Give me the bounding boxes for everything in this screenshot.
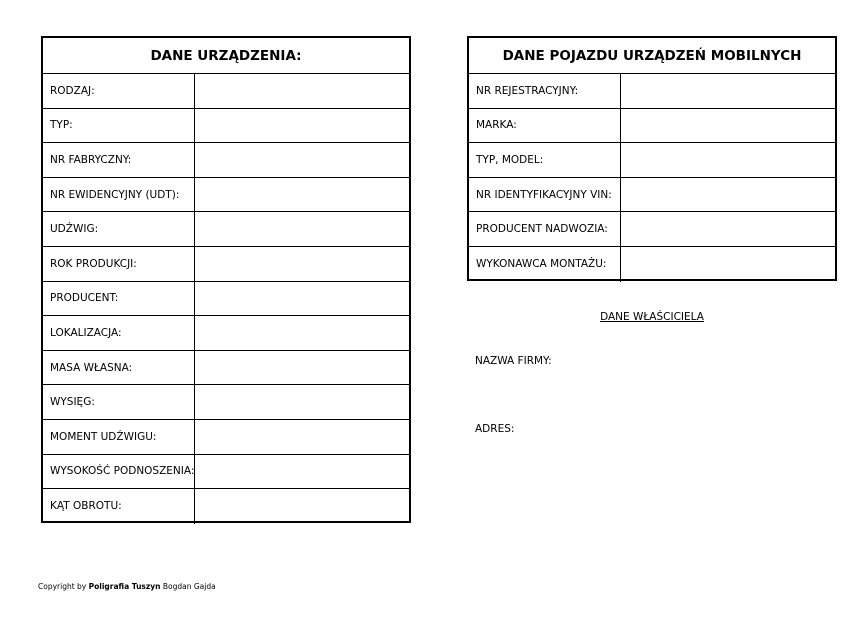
table-row <box>43 143 409 178</box>
table-row <box>43 178 409 213</box>
owner-address-label: ADRES: <box>475 423 515 435</box>
table-row <box>43 455 409 490</box>
field-value-capacity[interactable] <box>195 212 409 246</box>
field-label-type: TYP: <box>43 109 195 143</box>
vehicle-data-table <box>467 36 837 281</box>
field-label-type-kind: RODZAJ: <box>43 74 195 108</box>
table-row <box>43 420 409 455</box>
vehicle-table-title: DANE POJAZDU URZĄDZEŃ MOBILNYCH <box>469 38 835 74</box>
table-row <box>469 74 835 109</box>
table-row <box>469 109 835 144</box>
table-row <box>43 109 409 144</box>
field-value-installer[interactable] <box>621 247 835 282</box>
field-value-location[interactable] <box>195 316 409 350</box>
field-value-own-mass[interactable] <box>195 351 409 385</box>
field-label-own-mass: MASA WŁASNA: <box>43 351 195 385</box>
field-value-vin[interactable] <box>621 178 835 212</box>
field-label-load-moment: MOMENT UDŹWIGU: <box>43 420 195 454</box>
field-value-type-kind[interactable] <box>195 74 409 108</box>
table-row <box>43 282 409 317</box>
field-value-body-manufacturer[interactable] <box>621 212 835 246</box>
copyright-prefix: Copyright by <box>38 582 89 591</box>
field-value-lifting-height[interactable] <box>195 455 409 489</box>
field-label-body-manufacturer: PRODUCENT NADWOZIA: <box>469 212 621 246</box>
field-label-rotation-angle: KĄT OBROTU: <box>43 489 195 524</box>
field-label-manufacturer: PRODUCENT: <box>43 282 195 316</box>
field-label-capacity: UDŹWIG: <box>43 212 195 246</box>
field-value-brand[interactable] <box>621 109 835 143</box>
field-label-brand: MARKA: <box>469 109 621 143</box>
table-row <box>43 385 409 420</box>
table-row <box>43 74 409 109</box>
field-label-reach: WYSIĘG: <box>43 385 195 419</box>
table-row <box>469 212 835 247</box>
copyright-note <box>38 582 216 591</box>
field-label-registration-number: NR REJESTRACYJNY: <box>469 74 621 108</box>
field-label-serial-number: NR FABRYCZNY: <box>43 143 195 177</box>
field-label-lifting-height: WYSOKOŚĆ PODNOSZENIA: <box>43 455 195 489</box>
field-label-vin: NR IDENTYFIKACYJNY VIN: <box>469 178 621 212</box>
field-value-reach[interactable] <box>195 385 409 419</box>
field-value-type-model[interactable] <box>621 143 835 177</box>
table-row <box>43 247 409 282</box>
field-label-production-year: ROK PRODUKCJI: <box>43 247 195 281</box>
table-row <box>43 316 409 351</box>
field-value-serial-number[interactable] <box>195 143 409 177</box>
copyright-company: Poligrafia Tuszyn <box>88 582 161 591</box>
table-row <box>43 489 409 524</box>
field-label-type-model: TYP, MODEL: <box>469 143 621 177</box>
field-value-production-year[interactable] <box>195 247 409 281</box>
device-table-title: DANE URZĄDZENIA: <box>43 38 409 74</box>
field-label-udt-number: NR EWIDENCYJNY (UDT): <box>43 178 195 212</box>
table-row <box>469 143 835 178</box>
device-data-table <box>41 36 411 523</box>
owner-section-title: DANE WŁAŚCICIELA <box>600 311 704 323</box>
field-value-registration-number[interactable] <box>621 74 835 108</box>
owner-company-label: NAZWA FIRMY: <box>475 355 552 367</box>
field-label-location: LOKALIZACJA: <box>43 316 195 350</box>
table-row <box>43 212 409 247</box>
field-value-rotation-angle[interactable] <box>195 489 409 524</box>
field-label-installer: WYKONAWCA MONTAŻU: <box>469 247 621 282</box>
table-row <box>469 178 835 213</box>
field-value-type[interactable] <box>195 109 409 143</box>
table-row <box>43 351 409 386</box>
field-value-udt-number[interactable] <box>195 178 409 212</box>
field-value-manufacturer[interactable] <box>195 282 409 316</box>
field-value-load-moment[interactable] <box>195 420 409 454</box>
table-row <box>469 247 835 282</box>
copyright-suffix: Bogdan Gajda <box>160 582 216 591</box>
